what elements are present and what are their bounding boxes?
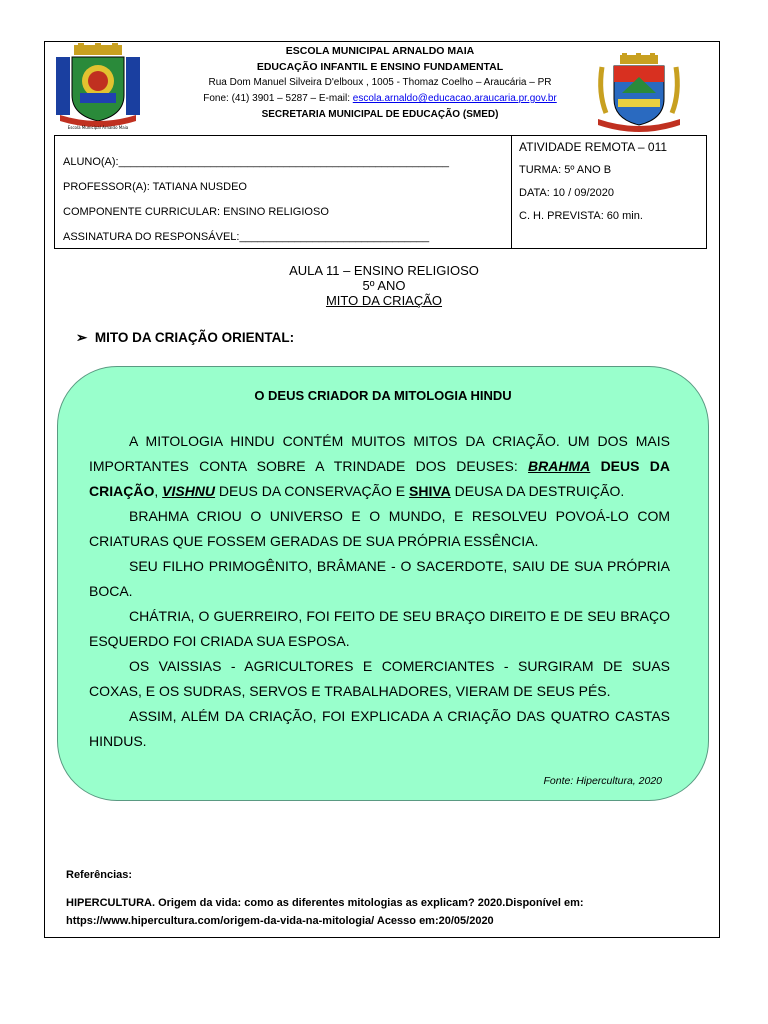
p1-text-c: DEUSA DA DESTRUIÇÃO. bbox=[450, 483, 625, 499]
school-seal-logo bbox=[52, 43, 144, 133]
lesson-title-line2: 5º ANO bbox=[362, 278, 406, 293]
lesson-title-line3: MITO DA CRIAÇÃO bbox=[325, 293, 443, 308]
student-info-box bbox=[54, 135, 707, 249]
story-title: O DEUS CRIADOR DA MITOLOGIA HINDU bbox=[254, 388, 512, 403]
school-address: Rua Dom Manuel Silveira D'elboux , 1005 - Thomaz Coelho – Araucária – PR bbox=[208, 77, 552, 88]
arrow-bullet-icon: ➢ bbox=[76, 330, 88, 345]
atividade-label: ATIVIDADE REMOTA – 011 bbox=[519, 140, 668, 154]
shiva-text: SHIVA bbox=[409, 483, 451, 499]
reference-url[interactable]: https://www.hipercultura.com/origem-da-vida-na-mitologia/ Acesso em:20/05/2020 bbox=[66, 915, 494, 927]
email-link[interactable]: escola.arnaldo@educacao.araucaria.pr.gov.br bbox=[352, 93, 557, 104]
references-heading: Referências: bbox=[66, 869, 133, 881]
vishnu-text: VISHNU bbox=[162, 483, 216, 499]
story-paragraph-1 bbox=[89, 429, 670, 504]
turma-label: TURMA: 5º ANO B bbox=[519, 164, 612, 176]
reference-author: HIPERCULTURA bbox=[66, 897, 152, 909]
school-level: EDUCAÇÃO INFANTIL E ENSINO FUNDAMENTAL bbox=[256, 61, 504, 73]
assinatura-field[interactable]: ASSINATURA DO RESPONSÁVEL:_______________________________ bbox=[63, 231, 430, 243]
aluno-field[interactable]: ALUNO(A):______________________________________________________ bbox=[63, 156, 449, 168]
school-name: ESCOLA MUNICIPAL ARNALDO MAIA bbox=[285, 45, 475, 57]
deus-criacao-text: DEUS DA CRIAÇÃO bbox=[89, 458, 670, 499]
story-paragraph-3: SEU FILHO PRIMOGÊNITO, BRÂMANE - O SACERDOTE, SAIU DE SUA PRÓPRIA BOCA. bbox=[89, 558, 670, 599]
section-heading bbox=[76, 330, 294, 346]
info-left-column bbox=[63, 150, 449, 250]
references bbox=[66, 866, 686, 930]
secretaria: SECRETARIA MUNICIPAL DE EDUCAÇÃO (SMED) bbox=[261, 109, 499, 120]
p1-text-b: DEUS DA CONSERVAÇÃO E bbox=[215, 483, 410, 499]
reference-entry bbox=[66, 894, 686, 912]
brahma-text: BRAHMA bbox=[528, 458, 591, 474]
componente-field: COMPONENTE CURRICULAR: ENSINO RELIGIOSO bbox=[63, 206, 329, 218]
source-caption: Fonte: Hipercultura, 2020 bbox=[543, 775, 662, 787]
story-paragraph-2: BRAHMA CRIOU O UNIVERSO E O MUNDO, E RESOLVEU POVOÁ-LO COM CRIATURAS QUE FOSSEM GERADAS DE SUA PRÓPRIA ESSÊNCIA. bbox=[89, 508, 670, 549]
professor-field: PROFESSOR(A): TATIANA NUSDEO bbox=[63, 181, 247, 193]
lesson-title bbox=[0, 263, 768, 308]
school-header bbox=[150, 43, 610, 123]
story-paragraph-6: ASSIM, ALÉM DA CRIAÇÃO, FOI EXPLICADA A CRIAÇÃO DAS QUATRO CASTAS HINDUS. bbox=[89, 708, 670, 749]
data-label: DATA: 10 / 09/2020 bbox=[519, 187, 614, 199]
p1-text-a: A MITOLOGIA HINDU CONTÉM MUITOS MITOS DA CRIAÇÃO. UM DOS MAIS IMPORTANTES CONTA SOBRE A TRINDADE DOS DEUSES: bbox=[89, 433, 670, 474]
svg-text:Escola Municipal Arnaldo Maia: Escola Municipal Arnaldo Maia bbox=[67, 125, 129, 130]
story-paragraph-4: CHÁTRIA, O GUERREIRO, FOI FEITO DE SEU BRAÇO DIREITO E DE SEU BRAÇO ESQUERDO FOI CRIADA SUA ESPOSA. bbox=[89, 608, 670, 649]
info-divider bbox=[511, 136, 512, 248]
story-bubble bbox=[57, 366, 709, 801]
lesson-title-line1: AULA 11 – ENSINO RELIGIOSO bbox=[289, 263, 479, 278]
ch-label: C. H. PREVISTA: 60 min. bbox=[519, 210, 643, 222]
reference-title: . Origem da vida: como as diferentes mitologias as explicam? 2020.Disponível em: bbox=[151, 897, 584, 909]
phone-text: Fone: (41) 3901 – 5287 – E-mail: bbox=[203, 93, 353, 104]
story-paragraph-5: OS VAISSIAS - AGRICULTORES E COMERCIANTES - SURGIRAM DE SUAS COXAS, E OS SUDRAS, SERVOS E TRABALHADORES, VIERAM DE SEUS PÉS. bbox=[89, 658, 670, 699]
school-contact bbox=[150, 91, 610, 107]
info-right-column bbox=[519, 136, 667, 228]
section-heading-text: MITO DA CRIAÇÃO ORIENTAL: bbox=[94, 330, 295, 345]
p1-comma: , bbox=[154, 483, 163, 499]
story-body bbox=[89, 429, 670, 754]
